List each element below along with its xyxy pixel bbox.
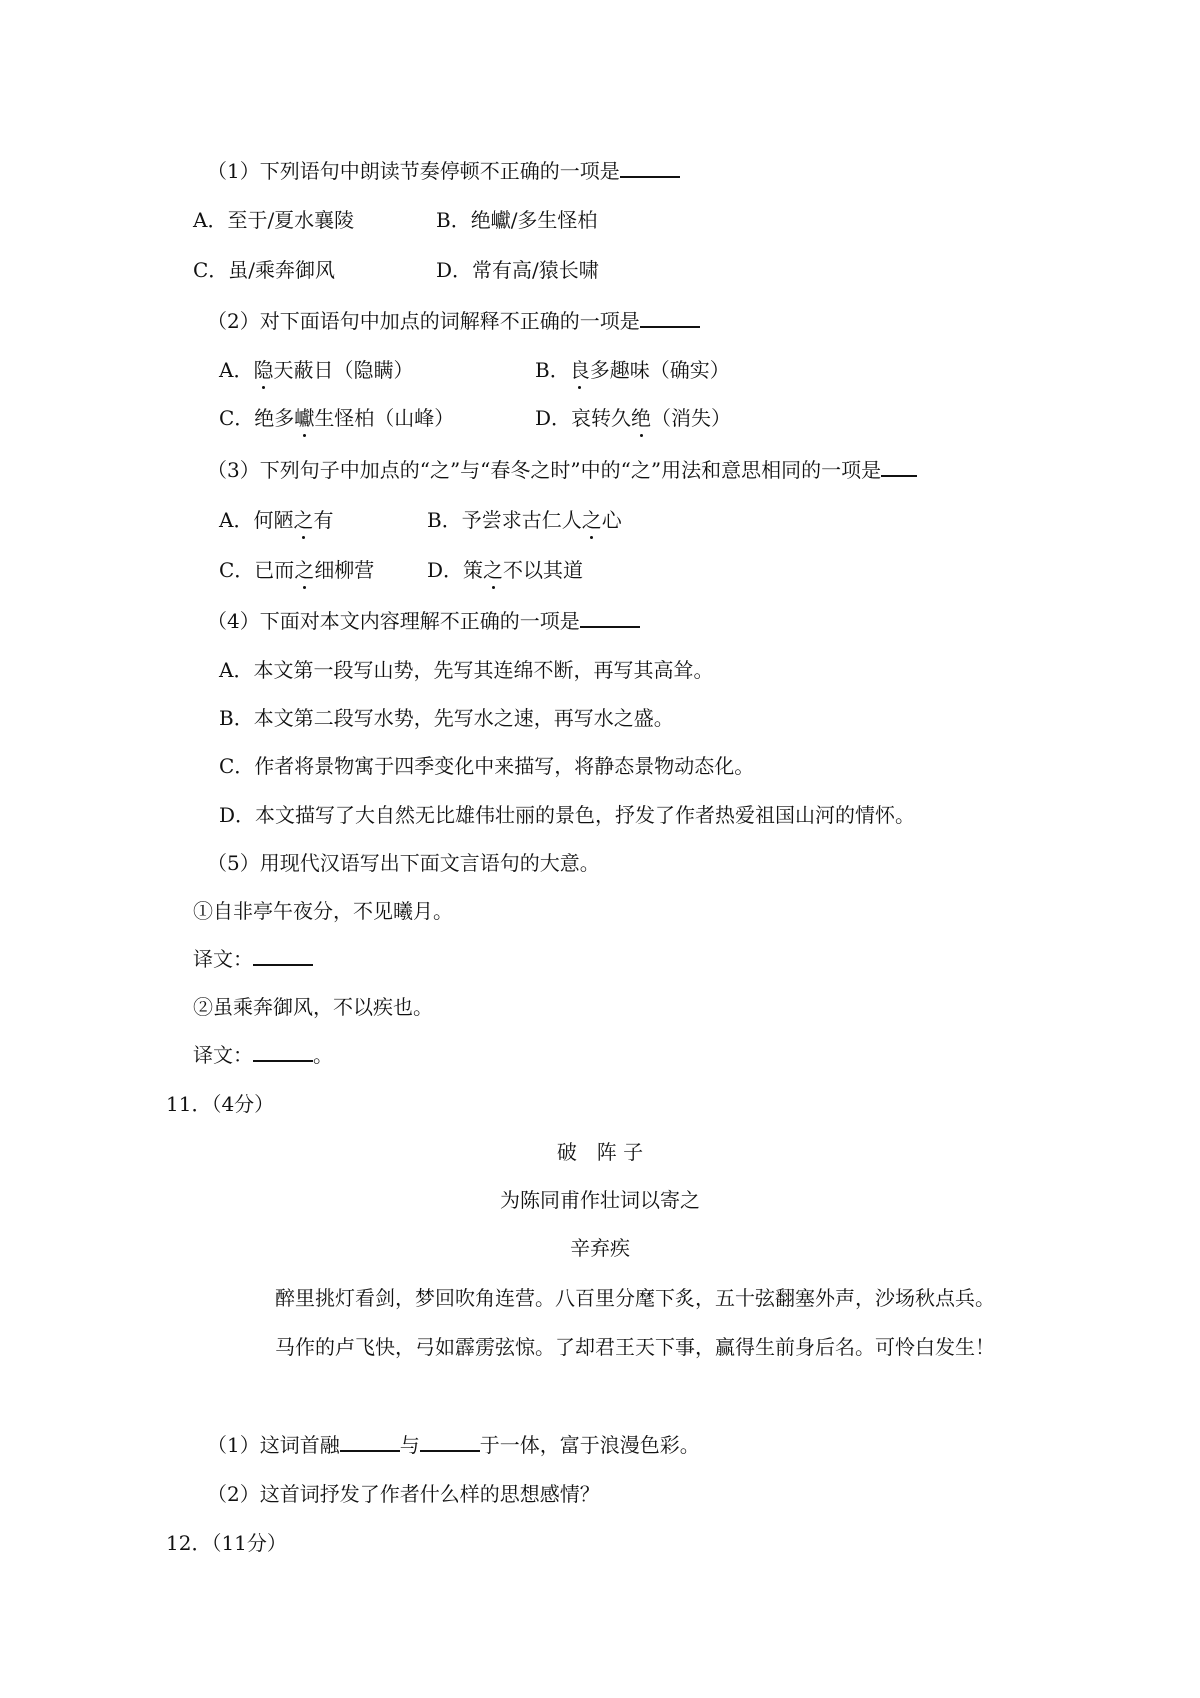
answer-blank (881, 457, 917, 477)
dotted-word: 之 (581, 508, 602, 532)
q10-1-stem: （1）下列语句中朗读节奏停顿不正确的一项是 (207, 157, 680, 185)
q10-5-translation-1: 译文： (193, 945, 313, 973)
dotted-word: 之 (294, 558, 315, 582)
answer-blank (420, 1432, 480, 1452)
q10-1-option-b: B．绝巘/多生怪柏 (436, 208, 598, 232)
q10-4-stem: （4）下面对本文内容理解不正确的一项是 (207, 607, 640, 635)
q10-2-stem: （2）对下面语句中加点的词解释不正确的一项是 (207, 307, 700, 335)
q10-3-option-a: A．何陋之有 (219, 508, 334, 532)
q10-3-option-c: C．已而之细柳营 (219, 558, 375, 582)
answer-blank (580, 608, 640, 628)
dotted-word: 隐 (253, 358, 274, 382)
q11-number: 11．（4分） (166, 1092, 275, 1116)
poem-line-1: 醉里挑灯看剑，梦回吹角连营。八百里分麾下炙，五十弦翻塞外声，沙场秋点兵。 (275, 1286, 995, 1310)
q10-1-option-a: A．至于/夏水襄陵 (193, 208, 355, 232)
q10-2-option-a: A．隐天蔽日（隐瞒） (219, 358, 414, 382)
answer-blank (253, 1042, 313, 1062)
q10-1-option-d: D．常有高/猿长啸 (436, 258, 599, 282)
q10-2-option-d: D．哀转久绝（消失） (535, 406, 732, 430)
q10-3-option-b: B．予尝求古仁人之心 (427, 508, 622, 532)
q10-4-option-b: B．本文第二段写水势，先写水之速，再写水之盛。 (219, 706, 674, 730)
q10-4-option-a: A．本文第一段写山势，先写其连绵不断，再写其高耸。 (219, 658, 714, 682)
answer-blank (253, 946, 313, 966)
answer-blank (340, 1432, 400, 1452)
poem-author: 辛弃疾 (570, 1236, 630, 1260)
q10-4-option-c: C．作者将景物寓于四季变化中来描写，将静态景物动态化。 (219, 754, 755, 778)
q11-1-stem: （1）这词首融 与 于一体，富于浪漫色彩。 (207, 1433, 700, 1457)
dotted-word: 绝 (631, 406, 652, 430)
dotted-word: 之 (293, 508, 314, 532)
answer-blank (620, 158, 680, 178)
q10-5-item-2: ②虽乘奔御风，不以疾也。 (193, 995, 433, 1019)
q10-5-item-1: ①自非亭午夜分，不见曦月。 (193, 899, 453, 923)
q11-2-stem: （2）这首词抒发了作者什么样的思想感情？ (207, 1482, 600, 1506)
dotted-word: 良 (569, 358, 590, 382)
dotted-word: 巘 (294, 406, 315, 430)
q10-3-stem: （3）下列句子中加点的“之”与“春冬之时”中的“之”用法和意思相同的一项是 (207, 456, 917, 484)
answer-blank (640, 308, 700, 328)
dotted-word: 之 (483, 558, 504, 582)
q10-3-option-d: D．策之不以其道 (427, 558, 584, 582)
q10-1-option-c: C．虽/乘奔御风 (193, 258, 336, 282)
q10-5-translation-2: 译文： 。 (193, 1043, 333, 1067)
q10-4-option-d: D．本文描写了大自然无比雄伟壮丽的景色，抒发了作者热爱祖国山河的情怀。 (219, 803, 916, 827)
q10-2-option-b: B．良多趣味（确实） (535, 358, 730, 382)
poem-line-2: 马作的卢飞快，弓如霹雳弦惊。了却君王天下事，赢得生前身后名。可怜白发生！ (275, 1335, 995, 1359)
q10-5-stem: （5）用现代汉语写出下面文言语句的大意。 (207, 851, 600, 875)
poem-title: 破 阵 子 (556, 1140, 644, 1164)
q10-2-option-c: C．绝多巘生怪柏（山峰） (219, 406, 455, 430)
q12-number: 12．（11分） (166, 1531, 287, 1555)
poem-subtitle: 为陈同甫作壮词以寄之 (500, 1188, 700, 1212)
